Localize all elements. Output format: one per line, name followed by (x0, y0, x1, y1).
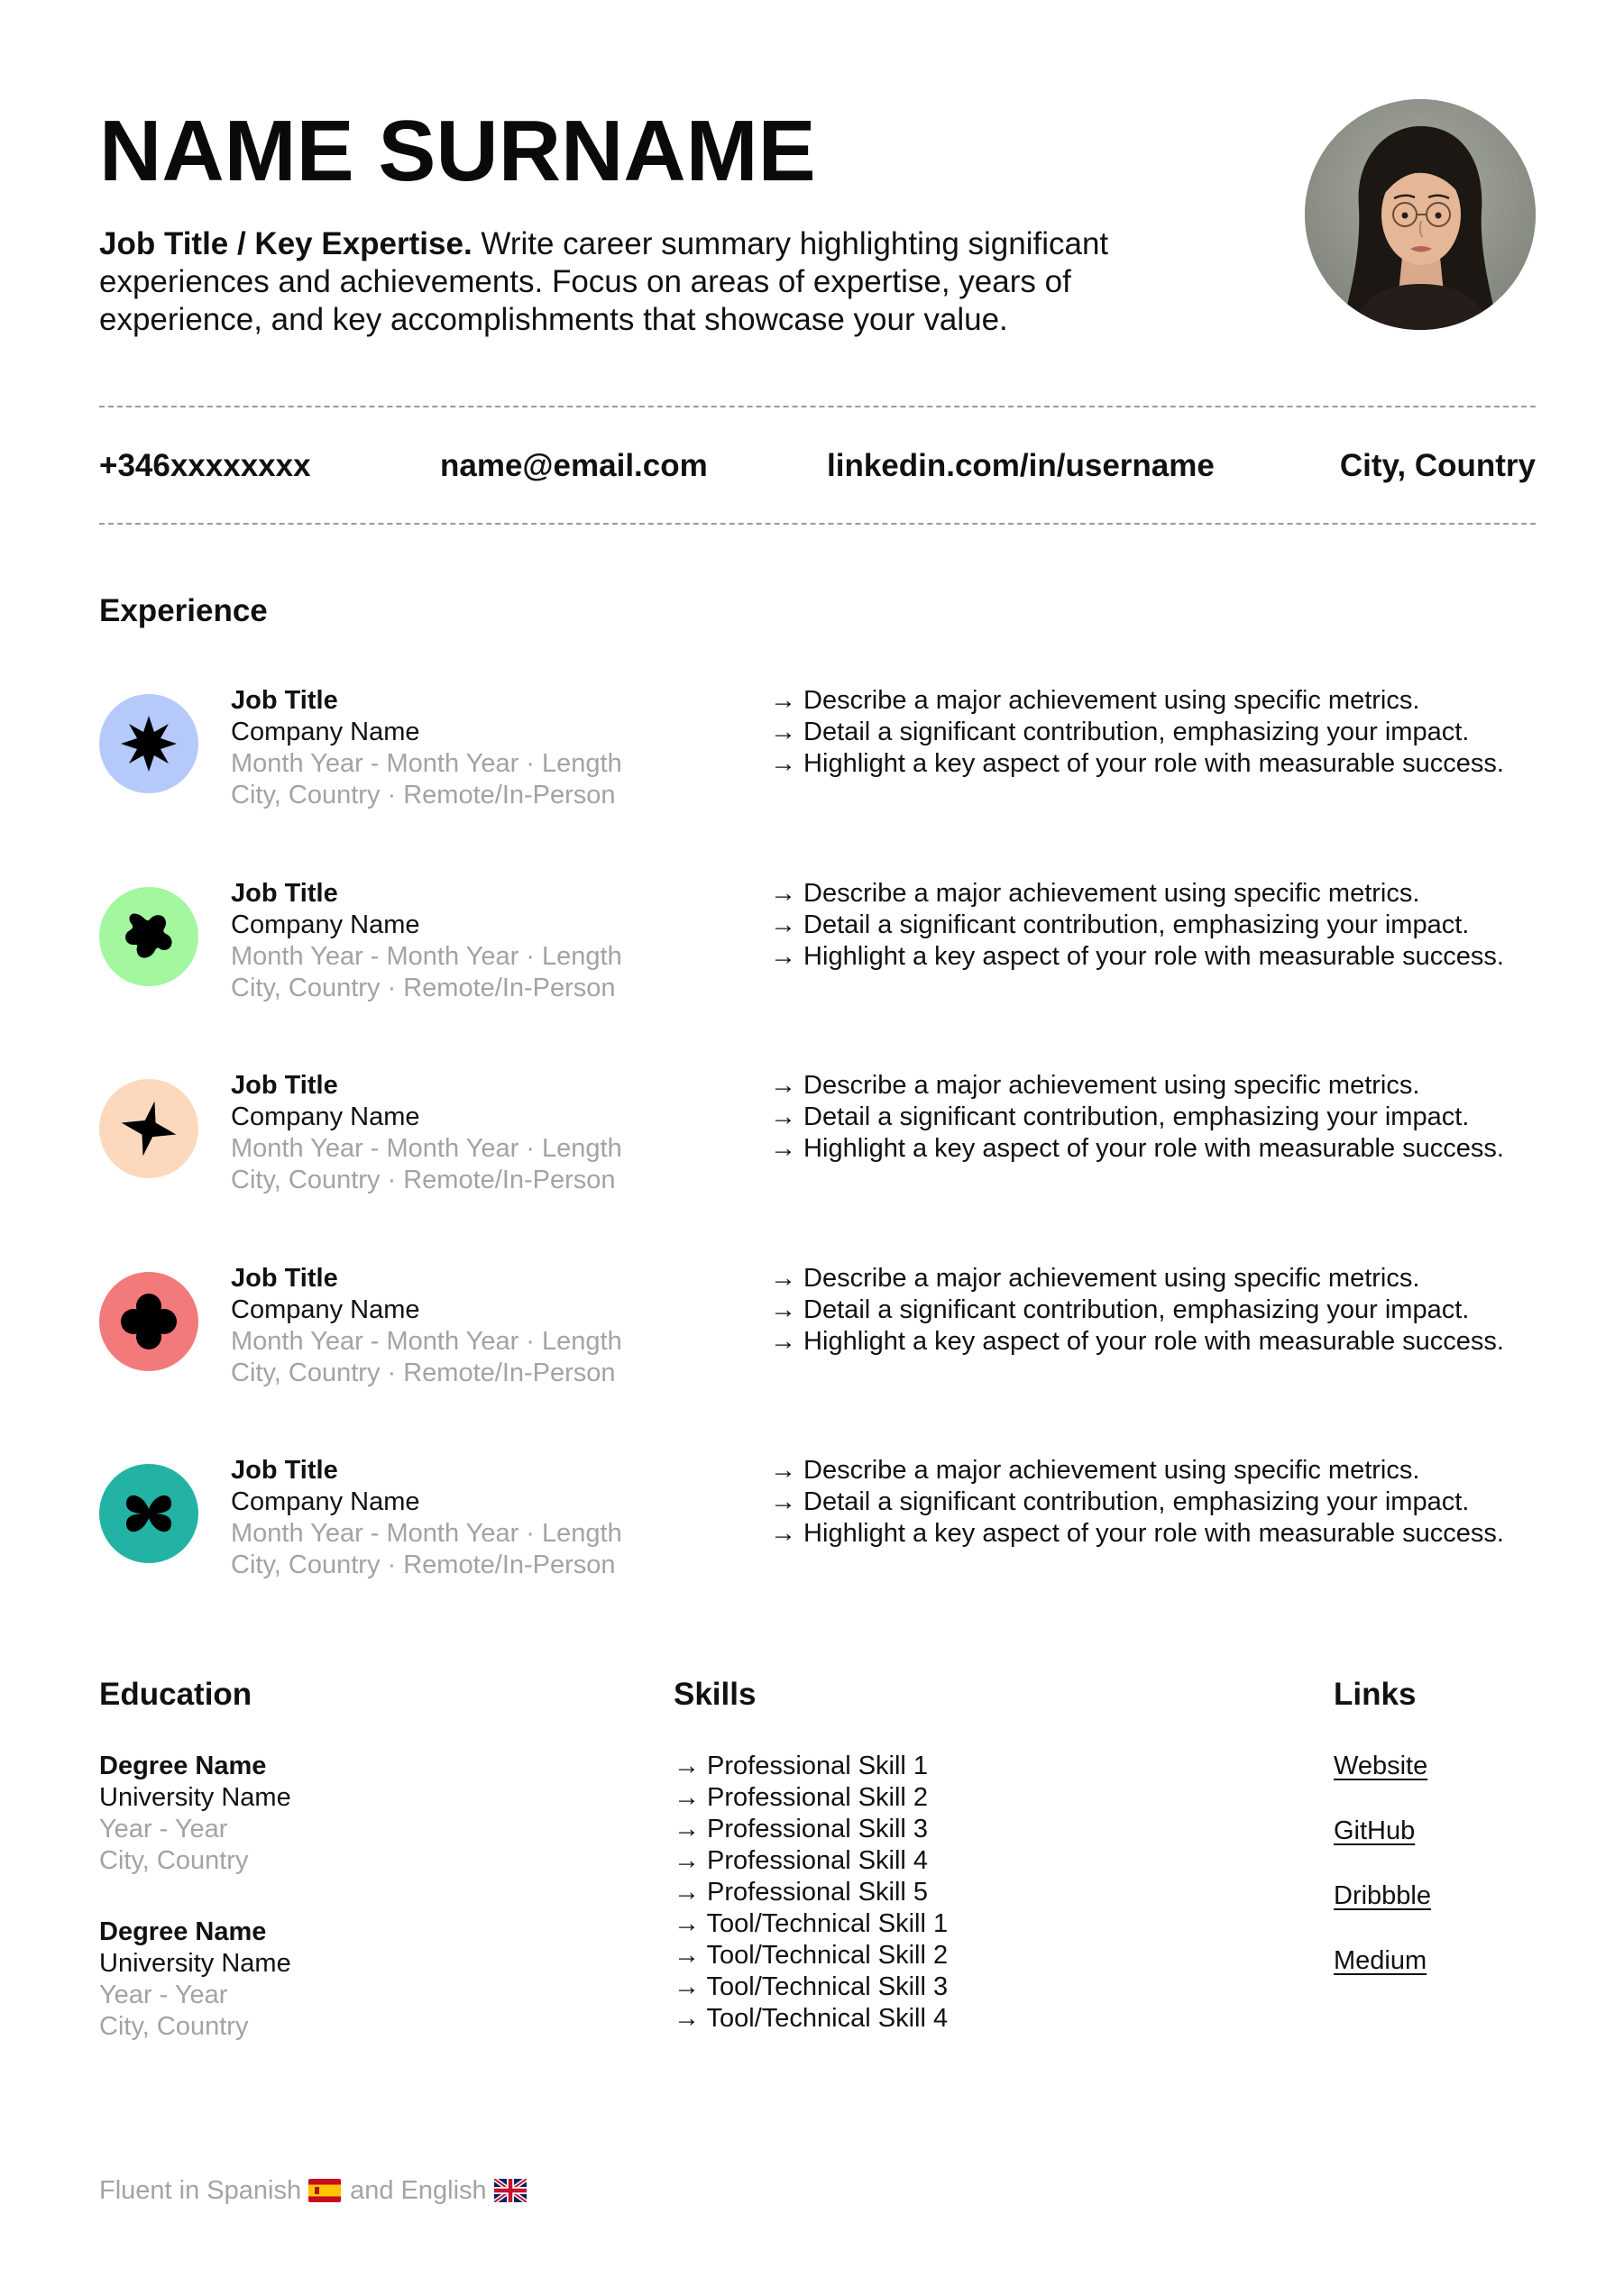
degree-name: Degree Name (99, 1752, 267, 1780)
experience-entry (99, 1263, 1536, 1398)
link-medium[interactable]: Medium (1334, 1946, 1427, 1975)
skill-item: → Tool/Technical Skill 3 (674, 1972, 949, 2001)
link-github[interactable]: GitHub (1334, 1816, 1416, 1845)
skill-item: → Tool/Technical Skill 1 (674, 1909, 949, 1938)
skill-item: → Professional Skill 2 (674, 1783, 929, 1812)
education-entry (99, 1751, 291, 1877)
summary-text: Write career summary highlighting significant experiences and achievements. Focus on areas of expertise, years of experience, and key accomplishments that showcase your value. (99, 226, 1109, 337)
job-title: Job Title (231, 686, 338, 715)
company-badge (99, 1079, 198, 1178)
job-meta (231, 685, 736, 811)
flower-icon (119, 1292, 179, 1351)
experience-heading: Experience (99, 593, 268, 628)
link-website[interactable]: Website (1334, 1752, 1428, 1780)
company-badge (99, 887, 198, 986)
company-name: Company Name (231, 718, 420, 746)
achievement-item: → Describe a major achievement using specific metrics. (770, 1263, 1420, 1293)
education-list (99, 1751, 291, 2043)
job-dates: Month Year - Month Year · Length (231, 1326, 622, 1356)
contact-email[interactable]: name@email.com (440, 448, 708, 483)
achievement-item: → Detail a significant contribution, emphasizing your impact. (770, 1294, 1470, 1324)
contact-linkedin[interactable]: linkedin.com/in/username (827, 448, 1215, 483)
company-name: Company Name (231, 1487, 420, 1516)
uk-flag-icon (494, 2179, 527, 2202)
achievement-list (770, 1455, 1537, 1550)
language-text-1: Fluent in Spanish (99, 2176, 302, 2205)
job-dates: Month Year - Month Year · Length (231, 1134, 622, 1163)
job-meta (231, 1455, 736, 1581)
skills-heading: Skills (674, 1677, 757, 1712)
company-name: Company Name (231, 1294, 420, 1324)
education-entry (99, 1916, 291, 2043)
splat-icon (119, 907, 179, 966)
language-footer (99, 2173, 536, 2209)
clover-icon (119, 1484, 179, 1543)
spain-flag-icon (308, 2179, 341, 2202)
achievement-list (770, 685, 1537, 780)
achievement-item: → Detail a significant contribution, emphasizing your impact. (770, 1102, 1470, 1131)
divider-top (99, 406, 1536, 407)
summary-lead: Job Title / Key Expertise. (99, 226, 473, 261)
job-title: Job Title (231, 878, 338, 908)
education-years: Year - Year (99, 1815, 228, 1843)
job-dates: Month Year - Month Year · Length (231, 1519, 622, 1548)
links-heading: Links (1334, 1677, 1417, 1712)
company-name: Company Name (231, 1102, 420, 1131)
skill-item: → Professional Skill 5 (674, 1878, 929, 1907)
career-summary (99, 225, 1154, 339)
company-name: Company Name (231, 910, 420, 939)
achievement-list (770, 1263, 1537, 1358)
experience-entry (99, 685, 1536, 820)
contact-phone[interactable]: +346xxxxxxxx (99, 448, 311, 483)
degree-name: Degree Name (99, 1917, 267, 1946)
job-location: City, Country · Remote/In-Person (231, 1166, 616, 1194)
university-name: University Name (99, 1783, 291, 1812)
job-meta (231, 878, 736, 1004)
achievement-item: → Highlight a key aspect of your role with measurable success. (770, 749, 1504, 778)
achievement-item: → Highlight a key aspect of your role with measurable success. (770, 1519, 1504, 1548)
job-title: Job Title (231, 1456, 338, 1485)
link-dribbble[interactable]: Dribbble (1334, 1881, 1431, 1910)
job-meta (231, 1070, 736, 1196)
education-years: Year - Year (99, 1980, 228, 2009)
portrait-image (1305, 99, 1536, 330)
achievement-item: → Describe a major achievement using specific metrics. (770, 1456, 1420, 1485)
university-name: University Name (99, 1949, 291, 1978)
achievement-item: → Detail a significant contribution, emphasizing your impact. (770, 1487, 1470, 1516)
links-list (1334, 1751, 1431, 2010)
company-badge (99, 1272, 198, 1371)
job-title: Job Title (231, 1071, 338, 1100)
achievement-item: → Highlight a key aspect of your role with measurable success. (770, 1326, 1504, 1356)
skill-item: → Professional Skill 1 (674, 1752, 929, 1780)
job-location: City, Country · Remote/In-Person (231, 781, 616, 810)
education-place: City, Country (99, 1846, 249, 1875)
job-location: City, Country · Remote/In-Person (231, 1550, 616, 1579)
job-dates: Month Year - Month Year · Length (231, 749, 622, 778)
skill-item: → Professional Skill 3 (674, 1815, 929, 1843)
achievement-list (770, 1070, 1537, 1165)
skill-item: → Tool/Technical Skill 4 (674, 2004, 949, 2033)
experience-entry (99, 1455, 1536, 1590)
job-location: City, Country · Remote/In-Person (231, 973, 616, 1002)
experience-entry (99, 878, 1536, 1013)
skill-item: → Professional Skill 4 (674, 1846, 929, 1875)
achievement-item: → Highlight a key aspect of your role with measurable success. (770, 941, 1504, 971)
eight-point-star-icon (119, 714, 179, 773)
company-badge (99, 1464, 198, 1563)
achievement-item: → Describe a major achievement using specific metrics. (770, 1071, 1420, 1100)
achievement-item: → Detail a significant contribution, emphasizing your impact. (770, 718, 1470, 746)
skill-item: → Tool/Technical Skill 2 (674, 1941, 949, 1970)
achievement-item: → Detail a significant contribution, emphasizing your impact. (770, 910, 1470, 939)
achievement-list (770, 878, 1537, 973)
job-dates: Month Year - Month Year · Length (231, 941, 622, 971)
job-meta (231, 1263, 736, 1389)
divider-bottom (99, 523, 1536, 525)
achievement-item: → Highlight a key aspect of your role with measurable success. (770, 1134, 1504, 1163)
achievement-item: → Describe a major achievement using specific metrics. (770, 686, 1420, 715)
education-heading: Education (99, 1677, 252, 1712)
experience-entry (99, 1070, 1536, 1205)
four-point-star-icon (119, 1099, 179, 1158)
language-text-2: and English (350, 2176, 487, 2205)
company-badge (99, 694, 198, 793)
avatar (1305, 99, 1536, 330)
achievement-item: → Describe a major achievement using specific metrics. (770, 878, 1420, 908)
contact-location: City, Country (1339, 448, 1536, 483)
job-title: Job Title (231, 1263, 338, 1293)
education-place: City, Country (99, 2012, 249, 2041)
job-location: City, Country · Remote/In-Person (231, 1358, 616, 1387)
skills-list (674, 1751, 948, 2035)
full-name: NAME SURNAME (99, 103, 816, 199)
